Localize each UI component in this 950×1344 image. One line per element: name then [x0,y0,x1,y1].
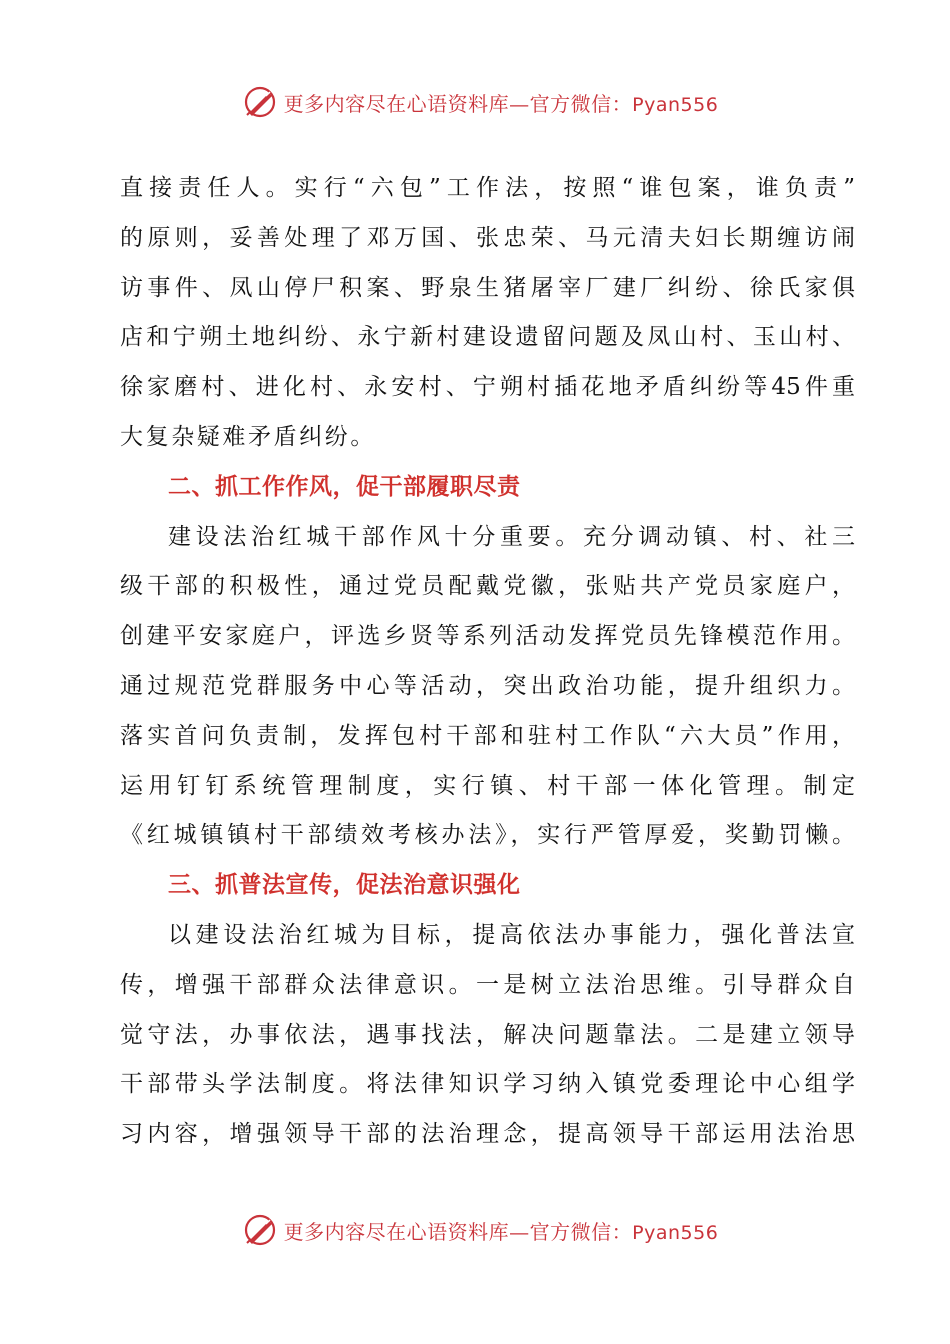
paragraph-line: 《红城镇镇村干部绩效考核办法》，实行严管厚爱，奖勤罚懒。 [120,822,855,849]
paragraph-line: 落实首问负责制，发挥包村干部和驻村工作队“六大员”作用， [120,722,855,749]
footer-watermark [0,1210,950,1250]
section-heading: 三、抓普法宣传，促法治意识强化 [168,872,521,899]
paragraph-line: 的原则，妥善处理了邓万国、张忠荣、马元清夫妇长期缠访闹 [120,224,855,251]
paragraph-line: 运用钉钉系统管理制度，实行镇、村干部一体化管理。制定 [120,772,855,799]
paragraph-line: 觉守法，办事依法，遇事找法，解决问题靠法。二是建立领导 [120,1021,855,1048]
paragraph-line: 以建设法治红城为目标，提高依法办事能力，强化普法宣 [168,921,855,948]
watermark-group [242,84,719,120]
paragraph-line: 创建平安家庭户，评选乡贤等系列活动发挥党员先锋模范作用。 [120,623,855,650]
document-body [120,164,855,1160]
paragraph-line: 干部带头学法制度。将法律知识学习纳入镇党委理论中心组学 [120,1071,855,1098]
watermark-wechat-id: Pyan556 [632,93,719,116]
section-heading: 二、抓工作作风，促干部履职尽责 [168,473,521,500]
pen-circle-logo-icon [242,1212,278,1248]
paragraph-line: 大复杂疑难矛盾纠纷。 [120,423,376,450]
paragraph-line: 徐家磨村、进化村、永安村、宁朔村插花地矛盾纠纷等45件重 [120,374,855,401]
paragraph-line: 习内容，增强领导干部的法治理念，提高领导干部运用法治思 [120,1121,855,1148]
watermark-text [284,88,719,117]
header-watermark [0,82,950,122]
paragraph-line: 店和宁朔土地纠纷、永宁新村建设遗留问题及凤山村、玉山村、 [120,324,855,351]
watermark-text-cn: 更多内容尽在心语资料库—官方微信： [283,1219,633,1244]
paragraph-line: 通过规范党群服务中心等活动，突出政治功能，提升组织力。 [120,672,855,699]
paragraph-line: 直接责任人。实行“六包”工作法，按照“谁包案，谁负责” [120,175,855,201]
paragraph-line: 访事件、凤山停尸积案、野泉生猪屠宰厂建厂纠纷、徐氏家俱 [120,274,855,301]
pen-circle-logo-icon [242,84,278,120]
paragraph-line: 级干部的积极性，通过党员配戴党徽，张贴共产党员家庭户， [120,573,855,600]
watermark-text [284,1216,719,1245]
watermark-group [242,1212,719,1248]
paragraph-line: 传，增强干部群众法律意识。一是树立法治思维。引导群众自 [120,971,855,998]
watermark-text-cn: 更多内容尽在心语资料库—官方微信： [283,91,633,116]
watermark-wechat-id: Pyan556 [632,1221,719,1244]
paragraph-line: 建设法治红城干部作风十分重要。充分调动镇、村、社三 [168,523,855,550]
